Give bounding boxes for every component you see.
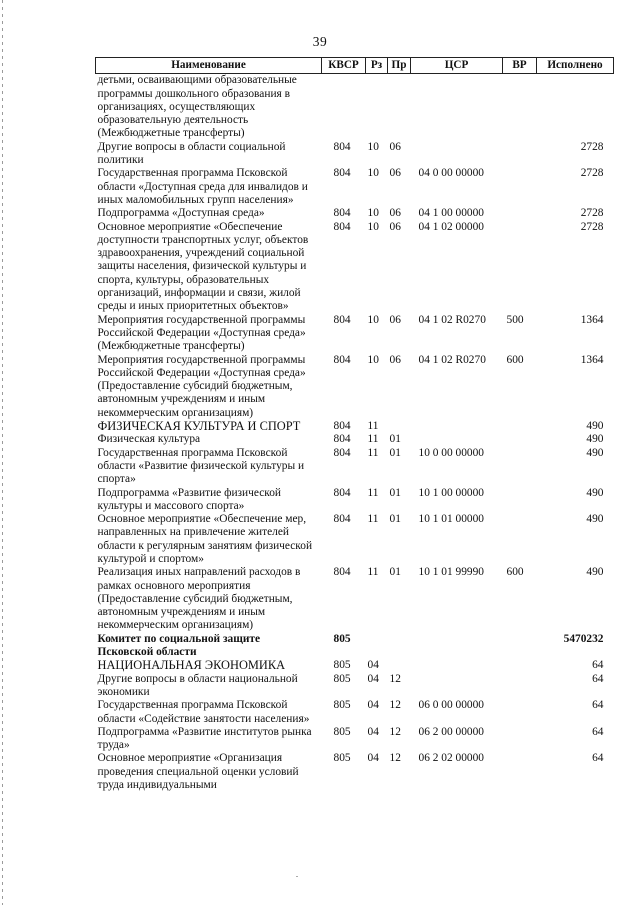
row-executed-cell: 64 <box>592 672 604 685</box>
row-vr-cell <box>503 513 537 566</box>
page-number: 39 <box>312 34 328 49</box>
row-rz-cell: 04 <box>367 752 379 765</box>
row-kvsr-cell: 804 <box>333 167 351 180</box>
row-executed-cell: 64 <box>592 752 604 765</box>
row-vr-cell <box>503 726 537 753</box>
row-rz-cell: 10 <box>367 140 379 153</box>
row-vr-cell <box>503 659 537 672</box>
row-name-cell: Основное мероприятие «Организация проведения специальной оценки условий труда индивидуальными <box>97 752 299 792</box>
row-rz-cell: 11 <box>367 433 379 446</box>
row-name-cell: Мероприятия государственной программы Российской Федерации «Доступная среда» (Предоставление субсидий бюджетным, автономным учреждениям и иным некоммерческим организациям) <box>97 353 306 419</box>
table-row <box>96 447 614 487</box>
row-csr-cell <box>411 433 503 446</box>
header-vr: ВР <box>503 58 537 74</box>
row-vr-cell <box>503 699 537 726</box>
row-pr-cell: 01 <box>389 433 401 446</box>
row-executed-cell: 490 <box>586 433 604 446</box>
row-kvsr-cell: 804 <box>333 486 351 499</box>
row-rz-cell: 04 <box>367 699 379 712</box>
row-pr-cell <box>388 74 411 141</box>
row-vr-cell <box>503 633 537 660</box>
row-rz-cell: 10 <box>367 353 379 366</box>
row-pr-cell: 01 <box>389 566 401 579</box>
row-rz-cell: 04 <box>367 672 379 685</box>
row-pr-cell: 06 <box>389 313 401 326</box>
row-vr-cell <box>503 420 537 433</box>
row-pr-cell <box>388 420 411 433</box>
row-executed-cell: 64 <box>592 699 604 712</box>
table-row <box>96 513 614 566</box>
row-executed-cell: 64 <box>592 725 604 738</box>
row-csr-cell: 06 0 00 00000 <box>418 699 484 712</box>
row-pr-cell: 01 <box>389 513 401 526</box>
row-rz-cell: 11 <box>367 420 379 433</box>
row-executed-cell: 490 <box>586 446 604 459</box>
row-executed-cell: 2728 <box>580 220 604 233</box>
scan-left-edge <box>2 0 3 905</box>
row-vr-cell <box>503 433 537 446</box>
row-executed-cell: 490 <box>586 513 604 526</box>
row-name-cell: Другие вопросы в области национальной экономики <box>97 672 298 698</box>
row-kvsr-cell: 804 <box>333 353 351 366</box>
row-kvsr-cell: 805 <box>333 659 351 672</box>
row-executed-cell <box>537 74 614 141</box>
row-executed-cell: 490 <box>586 566 604 579</box>
row-kvsr-cell: 804 <box>333 446 351 459</box>
table-body <box>96 74 614 793</box>
row-csr-cell <box>411 141 503 168</box>
row-pr-cell: 12 <box>389 699 401 712</box>
row-rz-cell: 11 <box>367 486 379 499</box>
header-kvsr: КВСР <box>322 58 366 74</box>
row-kvsr-cell: 804 <box>333 433 351 446</box>
row-vr-cell <box>503 207 537 220</box>
row-csr-cell <box>411 420 503 433</box>
row-vr-cell: 500 <box>506 313 524 326</box>
row-csr-cell <box>411 74 503 141</box>
row-csr-cell: 10 0 00 00000 <box>418 446 484 459</box>
header-name: Наименование <box>96 58 322 74</box>
table-row <box>96 433 614 446</box>
row-kvsr-cell: 804 <box>333 140 351 153</box>
row-kvsr-cell: 804 <box>333 566 351 579</box>
row-name-cell: Подпрограмма «Развитие институтов рынка труда» <box>97 725 312 752</box>
row-pr-cell: 06 <box>389 167 401 180</box>
row-csr-cell: 04 1 02 R0270 <box>418 353 486 366</box>
row-kvsr-cell <box>322 74 366 141</box>
row-csr-cell: 04 1 02 00000 <box>418 220 484 233</box>
table-row <box>96 633 614 660</box>
row-csr-cell: 06 2 02 00000 <box>418 752 484 765</box>
header-rz: Рз <box>366 58 388 74</box>
row-executed-cell: 1364 <box>580 313 604 326</box>
row-csr-cell: 10 1 01 00000 <box>418 513 484 526</box>
table-row <box>96 221 614 314</box>
row-vr-cell <box>503 141 537 168</box>
row-name-cell: Основное мероприятие «Обеспечение доступности транспортных услуг, объектов здравоохранения, учреждений социальной защиты населения, физической культуры и спорта, культуры, образовательных организаций, информации и связи, жилой среды и иных приоритетных объектов» <box>97 220 309 313</box>
row-name-cell: Другие вопросы в области социальной политики <box>97 140 286 167</box>
table-row <box>96 354 614 420</box>
row-kvsr-cell: 804 <box>333 513 351 526</box>
row-name-cell: Мероприятия государственной программы Российской Федерации «Доступная среда» (Межбюджетные трансферты) <box>97 313 306 353</box>
row-rz-cell <box>366 74 388 141</box>
row-pr-cell: 12 <box>389 725 401 738</box>
row-rz-cell: 10 <box>367 207 379 220</box>
table-row <box>96 74 614 141</box>
table-row <box>96 566 614 632</box>
table-row <box>96 420 614 433</box>
table-row <box>96 207 614 220</box>
row-rz-cell <box>366 633 388 660</box>
row-rz-cell: 04 <box>367 725 379 738</box>
table-row <box>96 699 614 726</box>
scan-speck <box>296 876 298 877</box>
row-executed-cell: 2728 <box>580 167 604 180</box>
row-pr-cell <box>388 633 411 660</box>
row-vr-cell <box>503 752 537 792</box>
row-vr-cell <box>503 447 537 487</box>
row-csr-cell <box>411 633 503 660</box>
row-name-cell: детьми, осваивающими образовательные программы дошкольного образования в организациях, осуществляющих образовательную деятельность (Межбюджетные трансферты) <box>97 74 297 140</box>
row-name-cell: ФИЗИЧЕСКАЯ КУЛЬТУРА И СПОРТ <box>97 419 301 434</box>
row-name-cell: Государственная программа Псковской области «Развитие физической культуры и спорта» <box>97 446 305 486</box>
row-executed-cell: 490 <box>586 486 604 499</box>
row-csr-cell <box>411 659 503 672</box>
table-row <box>96 141 614 168</box>
row-kvsr-cell: 805 <box>333 752 351 765</box>
row-csr-cell: 10 1 00 00000 <box>418 486 484 499</box>
row-vr-cell <box>503 167 537 207</box>
row-vr-cell <box>503 487 537 514</box>
row-kvsr-cell: 804 <box>333 207 351 220</box>
row-vr-cell <box>503 74 537 141</box>
row-executed-cell: 64 <box>592 659 604 672</box>
row-csr-cell: 04 1 00 00000 <box>418 207 484 220</box>
row-pr-cell: 01 <box>389 486 401 499</box>
row-csr-cell <box>411 673 503 700</box>
row-pr-cell: 06 <box>389 353 401 366</box>
row-name-cell: Физическая культура <box>97 433 201 446</box>
row-pr-cell: 12 <box>389 672 401 685</box>
row-vr-cell <box>503 673 537 700</box>
table-row <box>96 673 614 700</box>
header-pr: Пр <box>388 58 411 74</box>
row-pr-cell: 12 <box>389 752 401 765</box>
row-rz-cell: 10 <box>367 220 379 233</box>
row-kvsr-cell: 804 <box>333 313 351 326</box>
row-executed-cell: 2728 <box>580 140 604 153</box>
row-rz-cell: 11 <box>367 446 379 459</box>
row-kvsr-cell: 805 <box>333 725 351 738</box>
row-rz-cell: 04 <box>367 659 379 672</box>
table-row <box>96 659 614 672</box>
row-kvsr-cell: 804 <box>333 420 351 433</box>
row-executed-cell: 490 <box>586 420 604 433</box>
table-row <box>96 487 614 514</box>
row-kvsr-cell: 805 <box>333 632 351 645</box>
row-rz-cell: 10 <box>367 167 379 180</box>
header-executed: Исполнено <box>537 58 614 74</box>
row-rz-cell: 11 <box>367 566 379 579</box>
table-row <box>96 314 614 354</box>
row-pr-cell: 06 <box>389 220 401 233</box>
row-name-cell: Подпрограмма «Доступная среда» <box>97 207 265 220</box>
table-header-row <box>96 58 614 74</box>
row-kvsr-cell: 804 <box>333 220 351 233</box>
row-vr-cell: 600 <box>506 353 524 366</box>
row-kvsr-cell: 805 <box>333 672 351 685</box>
row-rz-cell: 10 <box>367 313 379 326</box>
row-csr-cell: 04 0 00 00000 <box>418 167 484 180</box>
row-name-cell: Государственная программа Псковской области «Содействие занятости населения» <box>97 699 310 725</box>
row-name-cell: Основное мероприятие «Обеспечение мер, направленных на привлечение жителей области к регулярным занятиям физической культурой и спортом» <box>97 513 313 565</box>
row-pr-cell: 06 <box>389 140 401 153</box>
row-name-cell: Реализация иных направлений расходов в рамках основного мероприятия (Предоставление субсидий бюджетным, автономным учреждениям и иным некоммерческим организациям) <box>97 566 301 632</box>
table-row <box>96 752 614 792</box>
row-vr-cell <box>503 221 537 314</box>
row-name-cell: НАЦИОНАЛЬНАЯ ЭКОНОМИКА <box>97 658 286 673</box>
table-row <box>96 726 614 753</box>
row-pr-cell: 06 <box>389 207 401 220</box>
row-executed-cell: 2728 <box>580 207 604 220</box>
row-name-cell: Государственная программа Псковской области «Доступная среда для инвалидов и иных маломобильных групп населения» <box>97 167 308 206</box>
budget-execution-table <box>95 57 614 792</box>
header-csr: ЦСР <box>411 58 503 74</box>
row-csr-cell: 06 2 00 00000 <box>418 725 484 738</box>
row-pr-cell <box>388 659 411 672</box>
row-csr-cell: 04 1 02 R0270 <box>418 313 486 326</box>
row-pr-cell: 01 <box>389 446 401 459</box>
row-kvsr-cell: 805 <box>333 699 351 712</box>
row-executed-cell: 5470232 <box>563 632 604 645</box>
row-csr-cell: 10 1 01 99990 <box>418 566 484 579</box>
row-executed-cell: 1364 <box>580 353 604 366</box>
row-name-cell: Комитет по социальной защите Псковской области <box>97 632 261 659</box>
row-rz-cell: 11 <box>367 513 379 526</box>
row-vr-cell: 600 <box>506 566 524 579</box>
row-name-cell: Подпрограмма «Развитие физической культуры и массового спорта» <box>97 486 282 512</box>
table-row <box>96 167 614 207</box>
